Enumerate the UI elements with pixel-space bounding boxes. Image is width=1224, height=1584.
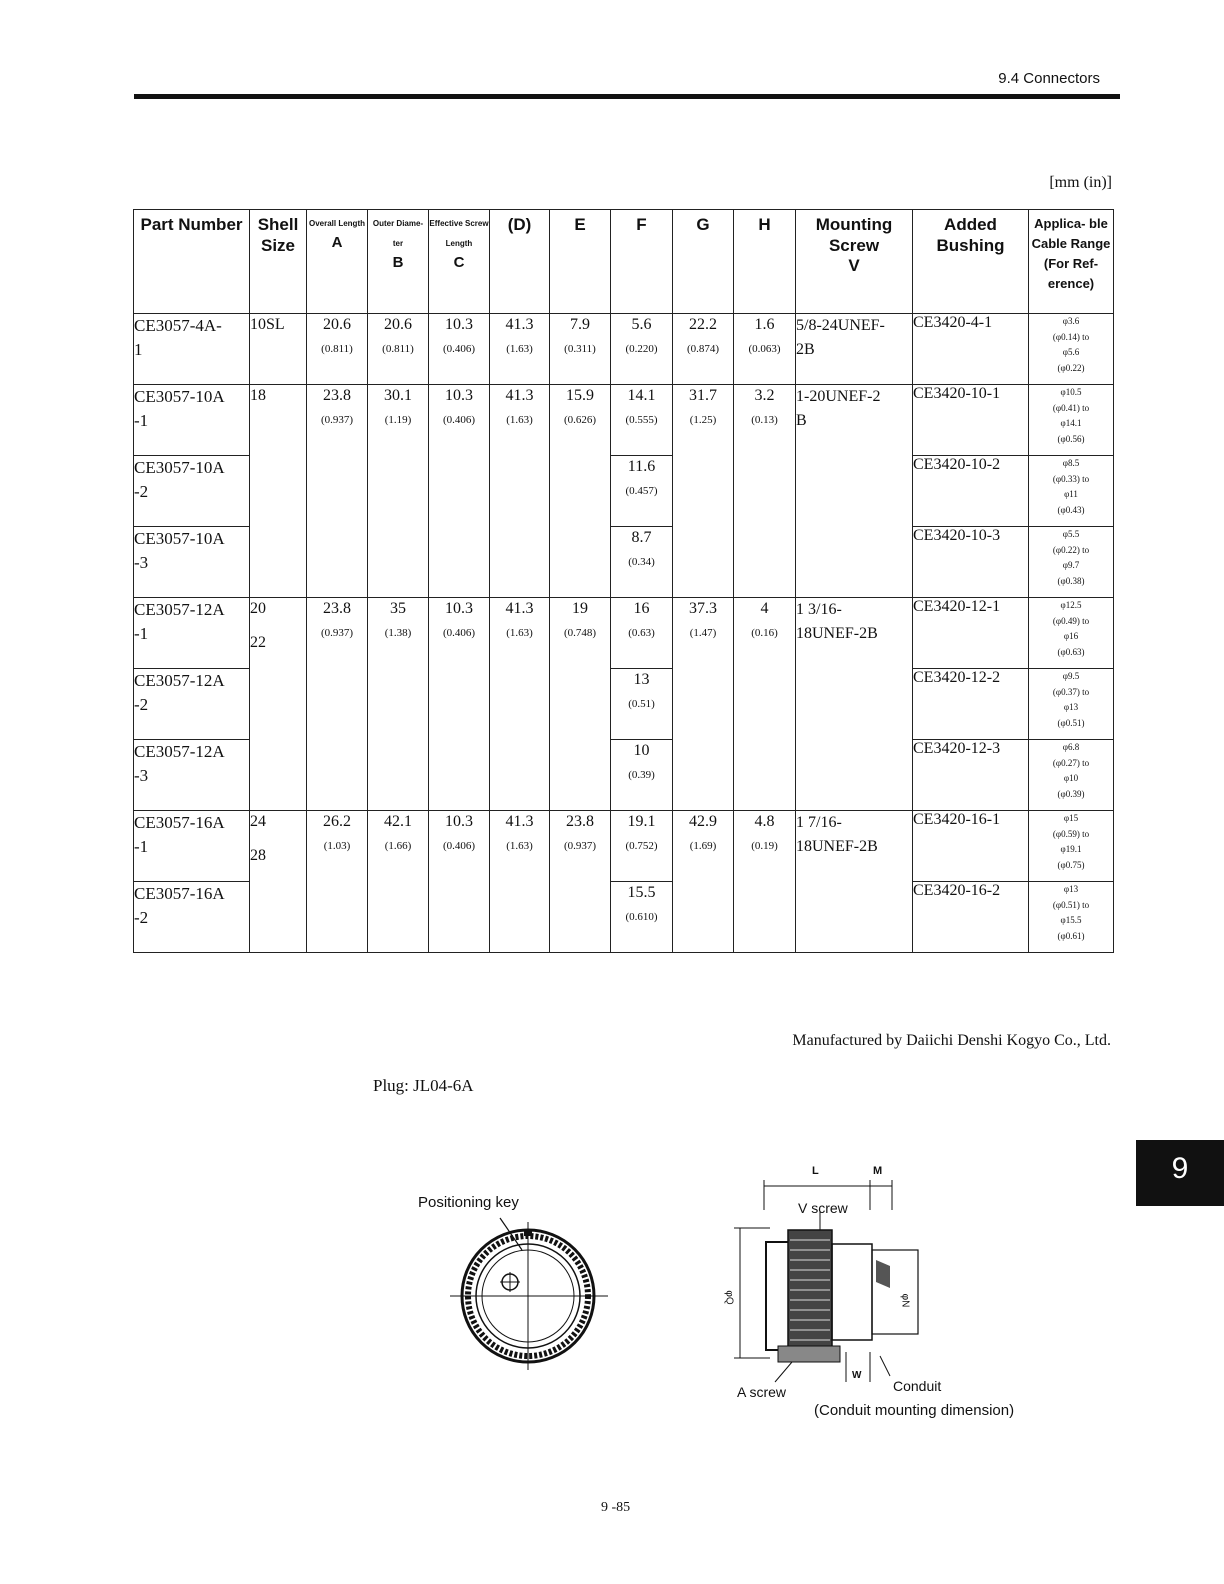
cell-added-bushing: CE3420-10-3 xyxy=(913,527,1029,598)
cable-line: (φ0.75) xyxy=(1057,859,1085,870)
screw-line: 18UNEF-2B xyxy=(796,838,878,855)
value-main: 20.6 xyxy=(384,316,412,333)
table-header-row xyxy=(134,210,1114,314)
conduit-side-view xyxy=(730,1170,930,1385)
part-line: CE3057-16A xyxy=(134,884,225,903)
screw-line: 2B xyxy=(796,341,815,358)
cell-f xyxy=(611,456,673,527)
cable-line: φ3.6 xyxy=(1062,316,1080,326)
cell-b xyxy=(368,314,429,385)
value-inch: (0.811) xyxy=(382,343,414,355)
section-title: 9.4 Connectors xyxy=(998,70,1100,87)
cell-part-number xyxy=(134,882,250,953)
cell-part-number xyxy=(134,314,250,385)
value-inch: (0.811) xyxy=(321,343,353,355)
value-main: 13 xyxy=(633,671,650,688)
manufacturer-note: Manufactured by Daiichi Denshi Kogyo Co., Ltd. xyxy=(792,1032,1111,1049)
cable-line: φ5.5 xyxy=(1062,529,1080,539)
conduit-label: Conduit xyxy=(893,1378,942,1394)
cable-line: φ10.5 xyxy=(1060,387,1082,397)
cell-mounting-screw xyxy=(796,598,913,811)
cell-added-bushing: CE3420-16-2 xyxy=(913,882,1029,953)
value-inch: (1.25) xyxy=(689,414,717,426)
value-main: 10.3 xyxy=(445,600,473,617)
cell-a xyxy=(307,598,368,811)
shell-value: 22 xyxy=(250,634,266,651)
value-inch: (1.69) xyxy=(689,840,717,852)
cable-line: (φ0.59) to xyxy=(1052,828,1090,839)
cell-part-number xyxy=(134,527,250,598)
screw-line: B xyxy=(796,412,807,429)
cable-line: (φ0.56) xyxy=(1057,433,1085,444)
value-main: 26.2 xyxy=(323,813,351,830)
cell-c xyxy=(429,385,490,598)
value-inch: (0.311) xyxy=(564,343,596,355)
value-inch: (1.63) xyxy=(506,343,533,355)
value-main: 10.3 xyxy=(445,316,473,333)
value-main: 14.1 xyxy=(627,387,656,404)
cell-added-bushing: CE3420-12-3 xyxy=(913,740,1029,811)
value-inch: (0.51) xyxy=(628,698,655,710)
value-inch: (0.937) xyxy=(320,414,354,426)
value-main: 23.8 xyxy=(323,387,351,404)
value-inch: (0.874) xyxy=(686,343,720,355)
header-d: (D) xyxy=(490,210,550,314)
cell-c xyxy=(429,598,490,811)
part-line: -1 xyxy=(134,411,149,430)
cell-mounting-screw xyxy=(796,385,913,598)
cable-line: (φ0.39) xyxy=(1057,788,1085,799)
cable-line: (φ0.22) xyxy=(1057,362,1085,373)
cell-a xyxy=(307,314,368,385)
value-inch: (1.63) xyxy=(506,414,533,426)
value-main: 10.3 xyxy=(445,813,473,830)
cell-cable-range xyxy=(1029,385,1114,456)
cell-b xyxy=(368,598,429,811)
table-row xyxy=(134,598,1114,669)
a-screw-label: A screw xyxy=(737,1384,787,1400)
cable-line: φ11 xyxy=(1064,489,1078,499)
cable-line: (φ0.33) to xyxy=(1052,473,1090,484)
cell-g xyxy=(673,385,734,598)
cell-cable-range xyxy=(1029,456,1114,527)
units-label: [mm (in)] xyxy=(1049,174,1112,191)
cell-part-number xyxy=(134,385,250,456)
cell-f xyxy=(611,740,673,811)
cell-e xyxy=(550,598,611,811)
plug-front-view xyxy=(440,1210,620,1380)
value-inch: (0.39) xyxy=(628,769,655,781)
value-inch: (0.937) xyxy=(320,627,354,639)
value-main: 10 xyxy=(633,742,650,759)
cable-line: φ19.1 xyxy=(1060,844,1082,854)
value-main: 41.3 xyxy=(505,813,534,830)
screw-line: 1-20UNEF-2 xyxy=(796,388,881,405)
connector-spec-table xyxy=(133,209,1114,953)
cable-line: φ14.1 xyxy=(1060,418,1082,428)
value-inch: (0.406) xyxy=(442,840,476,852)
header-rule xyxy=(134,94,1120,99)
part-line: -3 xyxy=(134,553,149,572)
cell-added-bushing: CE3420-10-1 xyxy=(913,385,1029,456)
value-main: 42.1 xyxy=(384,813,412,830)
shell-value: 10SL xyxy=(250,316,285,333)
part-line: -2 xyxy=(134,908,149,927)
cell-f xyxy=(611,882,673,953)
part-line: CE3057-4A- xyxy=(134,316,222,335)
value-main: 8.7 xyxy=(631,529,652,546)
part-line: -1 xyxy=(134,837,149,856)
cable-line: (φ0.14) to xyxy=(1052,331,1090,342)
cable-line: (φ0.51) xyxy=(1057,717,1085,728)
chapter-tab: 9 xyxy=(1136,1140,1224,1206)
cell-b xyxy=(368,811,429,953)
cell-cable-range xyxy=(1029,811,1114,882)
header-h: H xyxy=(734,210,796,314)
cell-shell-size xyxy=(250,385,307,598)
cell-d xyxy=(490,385,550,598)
part-line: CE3057-16A xyxy=(134,813,225,832)
header-mounting-screw: Mounting Screw V xyxy=(796,210,913,314)
cable-line: (φ0.22) to xyxy=(1052,544,1090,555)
cell-d xyxy=(490,598,550,811)
cell-added-bushing: CE3420-10-2 xyxy=(913,456,1029,527)
part-line: CE3057-10A xyxy=(134,529,225,548)
cell-a xyxy=(307,811,368,953)
part-line: CE3057-12A xyxy=(134,600,225,619)
value-inch: (0.610) xyxy=(625,911,658,923)
dim-l-label: L xyxy=(812,1165,819,1177)
value-inch: (0.555) xyxy=(625,414,658,426)
cell-h xyxy=(734,811,796,953)
cable-line: (φ0.51) to xyxy=(1052,899,1090,910)
value-main: 37.3 xyxy=(689,600,717,617)
screw-line: 18UNEF-2B xyxy=(796,625,878,642)
cell-e xyxy=(550,811,611,953)
value-inch: (1.66) xyxy=(384,840,412,852)
value-inch: (0.752) xyxy=(625,840,658,852)
shell-value: 18 xyxy=(250,387,266,404)
cell-e xyxy=(550,385,611,598)
positioning-key-label: Positioning key xyxy=(418,1194,519,1211)
cable-line: (φ0.43) xyxy=(1057,504,1085,515)
header-cable-range: Applica- ble Cable Range (For Ref- erence) xyxy=(1029,210,1114,314)
shell-value: 28 xyxy=(250,847,266,864)
value-inch: (1.63) xyxy=(506,840,533,852)
cell-g xyxy=(673,811,734,953)
cell-f xyxy=(611,314,673,385)
cell-added-bushing: CE3420-16-1 xyxy=(913,811,1029,882)
value-inch: (0.63) xyxy=(628,627,655,639)
part-line: CE3057-10A xyxy=(134,387,225,406)
v-screw-label: V screw xyxy=(798,1200,848,1216)
dim-n-label: φN xyxy=(899,1293,911,1308)
cable-line: φ10 xyxy=(1063,773,1079,783)
cell-mounting-screw xyxy=(796,314,913,385)
cable-line: (φ0.37) to xyxy=(1052,686,1090,697)
value-inch: (0.19) xyxy=(751,840,778,852)
value-main: 15.5 xyxy=(627,884,656,901)
cell-h xyxy=(734,385,796,598)
screw-line: 5/8-24UNEF- xyxy=(796,317,885,334)
header-added-bushing: Added Bushing xyxy=(913,210,1029,314)
header-f: F xyxy=(611,210,673,314)
part-line: CE3057-12A xyxy=(134,742,225,761)
cable-line: (φ0.41) to xyxy=(1052,402,1090,413)
value-main: 35 xyxy=(390,600,406,617)
cell-b xyxy=(368,385,429,598)
cell-h xyxy=(734,598,796,811)
cell-added-bushing: CE3420-12-1 xyxy=(913,598,1029,669)
cable-line: (φ0.38) xyxy=(1057,575,1085,586)
cell-g xyxy=(673,314,734,385)
cell-f xyxy=(611,385,673,456)
cell-h xyxy=(734,314,796,385)
cell-f xyxy=(611,598,673,669)
value-main: 42.9 xyxy=(689,813,717,830)
conduit-note: (Conduit mounting dimension) xyxy=(814,1402,1015,1419)
value-inch: (0.406) xyxy=(442,343,476,355)
value-main: 5.6 xyxy=(631,316,652,333)
screw-line: 1 7/16- xyxy=(796,814,842,831)
part-line: CE3057-10A xyxy=(134,458,225,477)
value-main: 16 xyxy=(633,600,650,617)
dim-q-label: φQ xyxy=(723,1290,735,1305)
value-inch: (0.406) xyxy=(442,414,476,426)
shell-value: 24 xyxy=(250,813,266,830)
cell-cable-range xyxy=(1029,882,1114,953)
cell-f xyxy=(611,811,673,882)
value-inch: (1.03) xyxy=(323,840,351,852)
cell-part-number xyxy=(134,598,250,669)
value-main: 41.3 xyxy=(505,600,534,617)
cable-line: φ6.8 xyxy=(1062,742,1080,752)
screw-line: 1 3/16- xyxy=(796,601,842,618)
cell-cable-range xyxy=(1029,598,1114,669)
cable-line: φ5.6 xyxy=(1062,347,1080,357)
value-inch: (1.47) xyxy=(689,627,717,639)
cell-c xyxy=(429,811,490,953)
part-line: 1 xyxy=(134,340,143,359)
cell-part-number xyxy=(134,456,250,527)
value-main: 30.1 xyxy=(384,387,412,404)
header-e: E xyxy=(550,210,611,314)
cable-line: (φ0.63) xyxy=(1057,646,1085,657)
cable-line: φ8.5 xyxy=(1062,458,1080,468)
cell-d xyxy=(490,314,550,385)
cell-cable-range xyxy=(1029,314,1114,385)
value-main: 23.8 xyxy=(566,813,594,830)
value-inch: (0.457) xyxy=(625,485,658,497)
cell-cable-range xyxy=(1029,740,1114,811)
cable-line: (φ0.61) xyxy=(1057,930,1085,941)
value-main: 4.8 xyxy=(754,813,775,830)
header-shell-size: Shell Size xyxy=(250,210,307,314)
cable-line: φ15.5 xyxy=(1060,915,1082,925)
value-inch: (1.38) xyxy=(384,627,412,639)
cell-added-bushing: CE3420-4-1 xyxy=(913,314,1029,385)
header-outer-diameter: Outer Diame- ter B xyxy=(368,210,429,314)
value-main: 22.2 xyxy=(689,316,717,333)
header-effective-screw-length: Effective Screw Length C xyxy=(429,210,490,314)
value-main: 41.3 xyxy=(505,387,534,404)
cell-part-number xyxy=(134,669,250,740)
value-inch: (0.937) xyxy=(563,840,597,852)
value-main: 23.8 xyxy=(323,600,351,617)
header-part-number: Part Number xyxy=(134,210,250,314)
cell-shell-size xyxy=(250,314,307,385)
part-line: -1 xyxy=(134,624,149,643)
cable-line: φ13 xyxy=(1063,884,1079,894)
cell-shell-size xyxy=(250,598,307,811)
value-main: 4 xyxy=(760,600,769,617)
cable-line: (φ0.27) to xyxy=(1052,757,1090,768)
cell-mounting-screw xyxy=(796,811,913,953)
value-inch: (0.34) xyxy=(628,556,655,568)
value-main: 20.6 xyxy=(323,316,351,333)
cell-d xyxy=(490,811,550,953)
part-line: -2 xyxy=(134,695,149,714)
value-main: 1.6 xyxy=(754,316,775,333)
table-row xyxy=(134,385,1114,456)
header-g: G xyxy=(673,210,734,314)
cable-line: φ9.7 xyxy=(1062,560,1080,570)
cable-line: (φ0.49) to xyxy=(1052,615,1090,626)
cell-f xyxy=(611,669,673,740)
dim-w-label: W xyxy=(852,1370,862,1381)
value-main: 19 xyxy=(572,600,588,617)
value-main: 3.2 xyxy=(754,387,775,404)
value-inch: (0.13) xyxy=(751,414,778,426)
value-inch: (1.19) xyxy=(384,414,412,426)
shell-value: 20 xyxy=(250,600,266,617)
value-main: 19.1 xyxy=(627,813,656,830)
cell-cable-range xyxy=(1029,527,1114,598)
cable-line: φ12.5 xyxy=(1060,600,1082,610)
cell-part-number xyxy=(134,811,250,882)
value-main: 10.3 xyxy=(445,387,473,404)
dim-m-label: M xyxy=(873,1165,883,1177)
cell-g xyxy=(673,598,734,811)
value-inch: (1.63) xyxy=(506,627,533,639)
cell-e xyxy=(550,314,611,385)
value-main: 31.7 xyxy=(689,387,717,404)
value-inch: (0.748) xyxy=(563,627,597,639)
cell-cable-range xyxy=(1029,669,1114,740)
header-overall-length: Overall Length A xyxy=(307,210,368,314)
cell-c xyxy=(429,314,490,385)
cable-line: φ13 xyxy=(1063,702,1079,712)
part-line: CE3057-12A xyxy=(134,671,225,690)
value-main: 7.9 xyxy=(570,316,590,333)
cell-a xyxy=(307,385,368,598)
value-main: 11.6 xyxy=(627,458,656,475)
cell-shell-size xyxy=(250,811,307,953)
plug-label: Plug: JL04-6A xyxy=(373,1076,474,1095)
value-inch: (0.220) xyxy=(625,343,658,355)
cell-added-bushing: CE3420-12-2 xyxy=(913,669,1029,740)
value-inch: (0.16) xyxy=(751,627,778,639)
cell-part-number xyxy=(134,740,250,811)
part-line: -3 xyxy=(134,766,149,785)
page-number: 9 -85 xyxy=(601,1500,631,1515)
value-main: 15.9 xyxy=(566,387,594,404)
value-inch: (0.406) xyxy=(442,627,476,639)
table-row xyxy=(134,811,1114,882)
cable-line: φ16 xyxy=(1063,631,1079,641)
value-main: 41.3 xyxy=(505,316,534,333)
cable-line: φ15 xyxy=(1063,813,1079,823)
value-inch: (0.063) xyxy=(748,343,781,355)
table-row xyxy=(134,314,1114,385)
value-inch: (0.626) xyxy=(563,414,597,426)
cell-f xyxy=(611,527,673,598)
part-line: -2 xyxy=(134,482,149,501)
cable-line: φ9.5 xyxy=(1062,671,1080,681)
